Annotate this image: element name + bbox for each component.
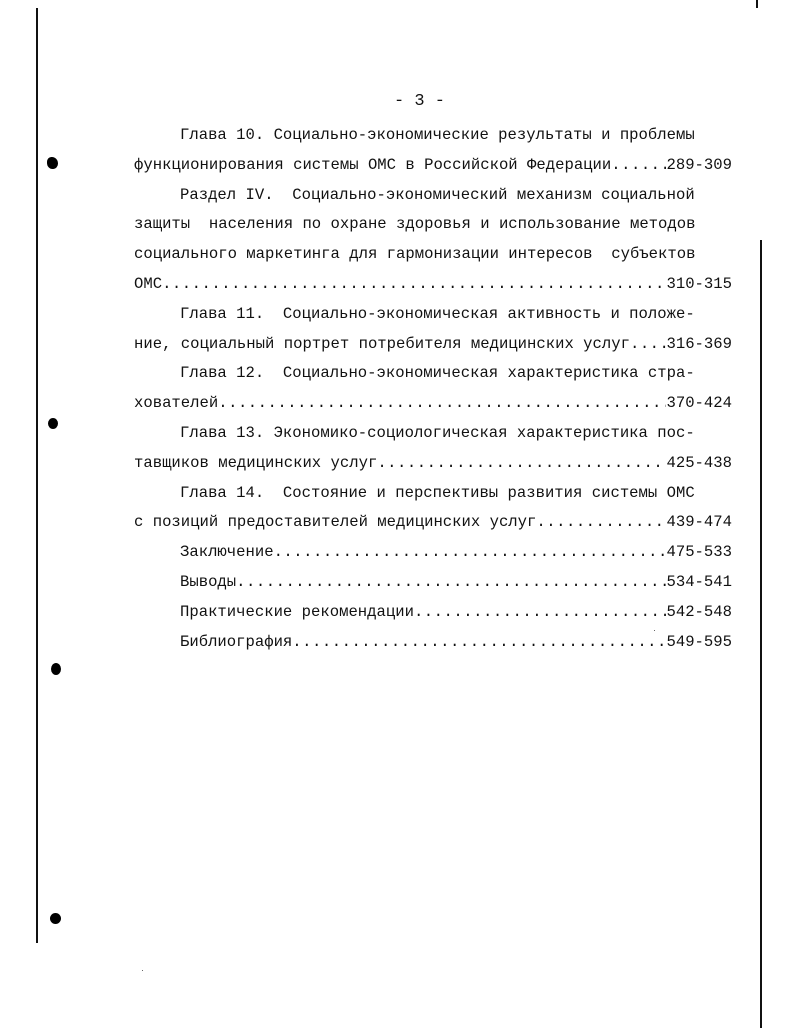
toc-entry-title: Выводы <box>180 572 237 591</box>
binding-hole-mark <box>51 663 61 675</box>
left-margin-rule <box>36 8 38 943</box>
toc-line <box>134 240 732 270</box>
page-number: - 3 - <box>394 92 446 111</box>
dot-leader <box>218 389 666 419</box>
toc-entry <box>134 568 732 598</box>
toc-entry <box>134 628 732 658</box>
toc-entry-title: с позиций предоставителей медицинских услуг <box>134 513 537 532</box>
toc-entry-title: Библиография <box>180 632 293 651</box>
dot-leader <box>377 449 666 479</box>
toc-line-text: социального маркетинга для гармонизации интересов субъектов <box>134 245 696 264</box>
toc-entry-title: Заключение <box>180 543 274 562</box>
toc-entry-pages: 475-533 <box>666 543 732 562</box>
dot-leader <box>536 508 666 538</box>
binding-hole-mark <box>50 913 61 924</box>
table-of-contents <box>134 121 732 657</box>
dot-leader <box>414 598 667 628</box>
dot-leader <box>236 568 666 598</box>
toc-entry <box>134 151 732 181</box>
toc-entry-pages: 370-424 <box>666 394 732 413</box>
toc-line-text: Глава 10. Социально-экономические результаты и проблемы <box>180 126 695 144</box>
toc-line-text: защиты населения по охране здоровья и использование методов <box>134 215 696 234</box>
toc-line-text: Глава 12. Социально-экономическая характеристика стра- <box>180 364 695 383</box>
toc-entry-pages: 425-438 <box>666 453 732 472</box>
dot-leader <box>611 151 666 181</box>
toc-entry <box>134 598 732 628</box>
dot-leader <box>630 330 667 360</box>
toc-line <box>134 181 732 211</box>
toc-entry <box>134 389 732 419</box>
toc-entry-title: хователей <box>134 394 219 413</box>
toc-entry-title: тавщиков медицинских услуг <box>134 453 378 472</box>
toc-line <box>134 419 732 449</box>
toc-line-text: Глава 14. Состояние и перспективы развития системы ОМС <box>180 483 695 502</box>
toc-entry-title: ОМС <box>134 274 163 293</box>
toc-line-text: Раздел IV. Социально-экономический механизм социальной <box>180 185 695 204</box>
toc-line <box>134 300 732 330</box>
toc-entry-pages: 534-541 <box>666 572 732 591</box>
toc-entry <box>134 330 732 360</box>
scan-speck <box>142 970 143 971</box>
toc-entry-pages: 316-369 <box>666 334 732 353</box>
toc-entry-pages: 289-309 <box>666 155 732 174</box>
toc-line <box>134 479 732 509</box>
toc-entry <box>134 449 732 479</box>
toc-line-text: Глава 13. Экономико-социологическая характеристика пос- <box>180 423 695 442</box>
toc-line-text: Глава 11. Социально-экономическая активность и положе- <box>180 304 695 323</box>
toc-entry-title: Практические рекомендации <box>180 602 414 621</box>
toc-entry-pages: 549-595 <box>666 632 732 651</box>
toc-entry-pages: 439-474 <box>666 513 732 532</box>
toc-entry <box>134 508 732 538</box>
toc-line <box>134 359 732 389</box>
toc-entry <box>134 270 732 300</box>
toc-entry-title: функционирования системы ОМС в Российской Федерации <box>134 155 612 174</box>
dot-leader <box>274 538 667 568</box>
toc-entry-title: ние, социальный портрет потребителя медицинских услуг <box>134 334 630 353</box>
toc-entry-pages: 310-315 <box>666 274 732 293</box>
toc-line <box>134 121 732 151</box>
binding-hole-mark <box>48 418 58 429</box>
dot-leader <box>292 628 666 658</box>
corner-mark <box>756 0 758 8</box>
toc-line <box>134 210 732 240</box>
dot-leader <box>162 270 666 300</box>
toc-entry-pages: 542-548 <box>666 602 732 621</box>
binding-hole-mark <box>47 157 58 169</box>
toc-entry <box>134 538 732 568</box>
right-margin-rule <box>760 240 762 1028</box>
